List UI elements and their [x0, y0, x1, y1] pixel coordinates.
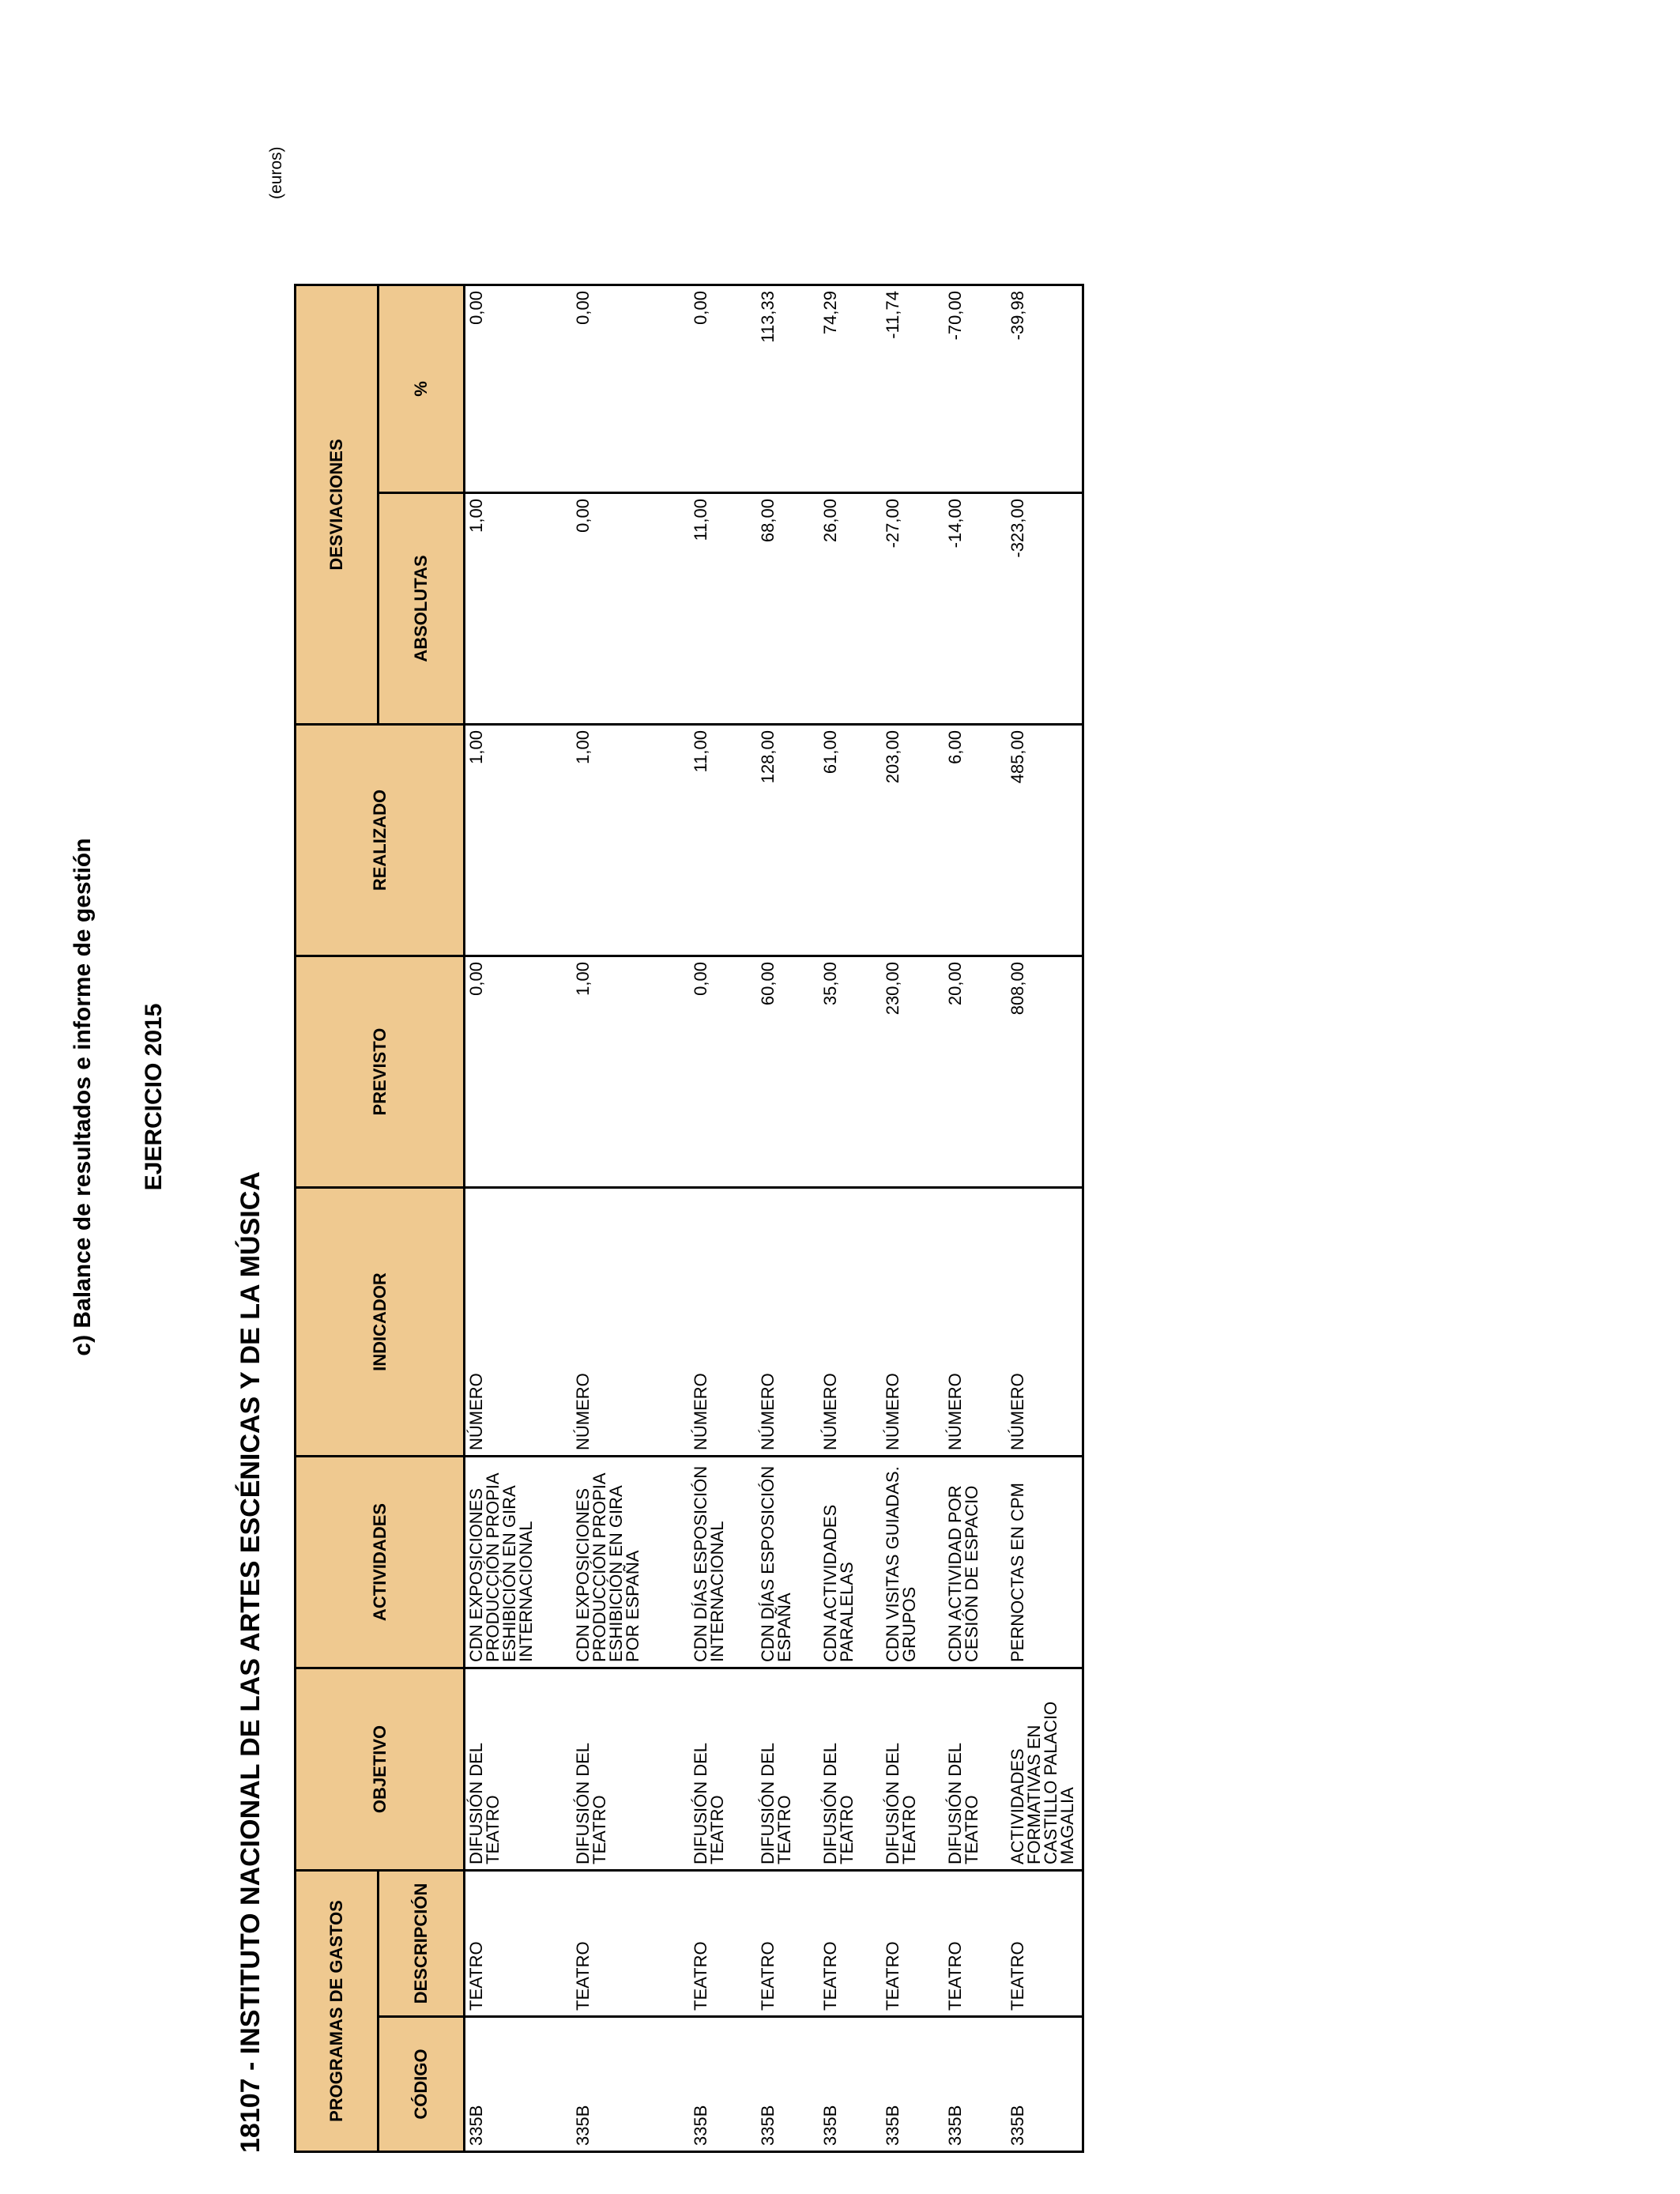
cell-realizado: 6,00: [944, 725, 1007, 956]
table-row: [757, 285, 819, 2152]
cell-realizado: 1,00: [572, 725, 690, 956]
table-row: [944, 285, 1007, 2152]
cell-absolutas: 68,00: [757, 493, 819, 725]
units-label: (euros): [267, 146, 285, 199]
cell-realizado: 11,00: [690, 725, 757, 956]
cell-codigo: 335B: [572, 2017, 690, 2152]
cell-codigo: 335B: [882, 2017, 944, 2152]
cell-indicador: NÚMERO: [1007, 1188, 1083, 1457]
cell-previsto: 60,00: [757, 956, 819, 1188]
cell-descripcion: TEATRO: [465, 1871, 573, 2017]
cell-porcentaje: -39,98: [1007, 285, 1083, 493]
cell-absolutas: 0,00: [572, 493, 690, 725]
cell-absolutas: 26,00: [819, 493, 882, 725]
cell-previsto: 35,00: [819, 956, 882, 1188]
cell-descripcion: TEATRO: [572, 1871, 690, 2017]
cell-descripcion: TEATRO: [1007, 1871, 1083, 2017]
cell-realizado: 485,00: [1007, 725, 1083, 956]
table-row: [690, 285, 757, 2152]
cell-absolutas: -323,00: [1007, 493, 1083, 725]
group-header-programas: PROGRAMAS DE GASTOS: [296, 1871, 379, 2152]
cell-porcentaje: 0,00: [572, 285, 690, 493]
cell-porcentaje: 0,00: [465, 285, 573, 493]
cell-codigo: 335B: [1007, 2017, 1083, 2152]
year-title: EJERCICIO 2015: [141, 1003, 167, 1191]
cell-objetivo: DIFUSIÓN DEL TEATRO: [690, 1668, 757, 1871]
table-group-header-row: [296, 285, 379, 2152]
cell-realizado: 203,00: [882, 725, 944, 956]
cell-previsto: 808,00: [1007, 956, 1083, 1188]
table-row: [819, 285, 882, 2152]
cell-codigo: 335B: [690, 2017, 757, 2152]
column-header-codigo: CÓDIGO: [379, 2017, 465, 2152]
table-row: [882, 285, 944, 2152]
cell-descripcion: TEATRO: [757, 1871, 819, 2017]
cell-objetivo: DIFUSIÓN DEL TEATRO: [465, 1668, 573, 1871]
cell-porcentaje: -11,74: [882, 285, 944, 493]
cell-indicador: NÚMERO: [882, 1188, 944, 1457]
cell-porcentaje: 0,00: [690, 285, 757, 493]
column-header-objetivo: OBJETIVO: [296, 1668, 465, 1871]
results-table: [294, 284, 1084, 2153]
cell-actividades: CDN DÍAS ESPOSICIÓN ESPAÑA: [757, 1457, 819, 1668]
cell-absolutas: -27,00: [882, 493, 944, 725]
column-header-realizado: REALIZADO: [296, 725, 465, 956]
cell-previsto: 20,00: [944, 956, 1007, 1188]
cell-previsto: 1,00: [572, 956, 690, 1188]
cell-actividades: CDN EXPOSICIONES PRODUCCIÓN PROPIA ESHIBICIÓN EN GIRA POR ESPAÑA: [572, 1457, 690, 1668]
cell-absolutas: 1,00: [465, 493, 573, 725]
cell-absolutas: 11,00: [690, 493, 757, 725]
cell-previsto: 0,00: [465, 956, 573, 1188]
cell-realizado: 1,00: [465, 725, 573, 956]
cell-indicador: NÚMERO: [819, 1188, 882, 1457]
cell-descripcion: TEATRO: [690, 1871, 757, 2017]
cell-descripcion: TEATRO: [882, 1871, 944, 2017]
cell-objetivo: ACTIVIDADES FORMATIVAS EN CASTILLO PALACIO MAGALIA: [1007, 1668, 1083, 1871]
column-header-porcentaje: %: [379, 285, 465, 493]
cell-descripcion: TEATRO: [819, 1871, 882, 2017]
cell-actividades: CDN VISITAS GUIADAS. GRUPOS: [882, 1457, 944, 1668]
table-row: [1007, 285, 1083, 2152]
column-header-previsto: PREVISTO: [296, 956, 465, 1188]
cell-codigo: 335B: [757, 2017, 819, 2152]
cell-indicador: NÚMERO: [944, 1188, 1007, 1457]
cell-codigo: 335B: [944, 2017, 1007, 2152]
cell-codigo: 335B: [819, 2017, 882, 2152]
table-body: [465, 285, 1083, 2152]
cell-previsto: 0,00: [690, 956, 757, 1188]
cell-actividades: CDN DÍAS ESPOSICIÓN INTERNACIONAL: [690, 1457, 757, 1668]
cell-indicador: NÚMERO: [690, 1188, 757, 1457]
cell-porcentaje: 74,29: [819, 285, 882, 493]
cell-absolutas: -14,00: [944, 493, 1007, 725]
cell-realizado: 61,00: [819, 725, 882, 956]
organism-title: 18107 - INSTITUTO NACIONAL DE LAS ARTES ESCÉNICAS Y DE LA MÚSICA: [235, 1171, 266, 2153]
cell-objetivo: DIFUSIÓN DEL TEATRO: [819, 1668, 882, 1871]
column-header-absolutas: ABSOLUTAS: [379, 493, 465, 725]
cell-objetivo: DIFUSIÓN DEL TEATRO: [882, 1668, 944, 1871]
cell-objetivo: DIFUSIÓN DEL TEATRO: [944, 1668, 1007, 1871]
cell-indicador: NÚMERO: [465, 1188, 573, 1457]
cell-objetivo: DIFUSIÓN DEL TEATRO: [572, 1668, 690, 1871]
cell-codigo: 335B: [465, 2017, 573, 2152]
table-row: [572, 285, 690, 2152]
cell-indicador: NÚMERO: [757, 1188, 819, 1457]
cell-descripcion: TEATRO: [944, 1871, 1007, 2017]
column-header-descripcion: DESCRIPCIÓN: [379, 1871, 465, 2017]
column-header-actividades: ACTIVIDADES: [296, 1457, 465, 1668]
cell-actividades: PERNOCTAS EN CPM: [1007, 1457, 1083, 1668]
cell-previsto: 230,00: [882, 956, 944, 1188]
cell-actividades: CDN EXPOSICIONES PRODUCCIÓN PROPIA ESHIBICIÓN EN GIRA INTERNACIONAL: [465, 1457, 573, 1668]
cell-porcentaje: 113,33: [757, 285, 819, 493]
section-title: c) Balance de resultados e informe de gestión: [70, 838, 96, 1356]
cell-indicador: NÚMERO: [572, 1188, 690, 1457]
column-header-indicador: INDICADOR: [296, 1188, 465, 1457]
cell-objetivo: DIFUSIÓN DEL TEATRO: [757, 1668, 819, 1871]
cell-realizado: 128,00: [757, 725, 819, 956]
cell-actividades: CDN ACTIVIDAD POR CESIÓN DE ESPACIO: [944, 1457, 1007, 1668]
cell-porcentaje: -70,00: [944, 285, 1007, 493]
table-row: [465, 285, 573, 2152]
group-header-desviaciones: DESVIACIONES: [296, 285, 379, 725]
cell-actividades: CDN ACTIVIDADES PARALELAS: [819, 1457, 882, 1668]
